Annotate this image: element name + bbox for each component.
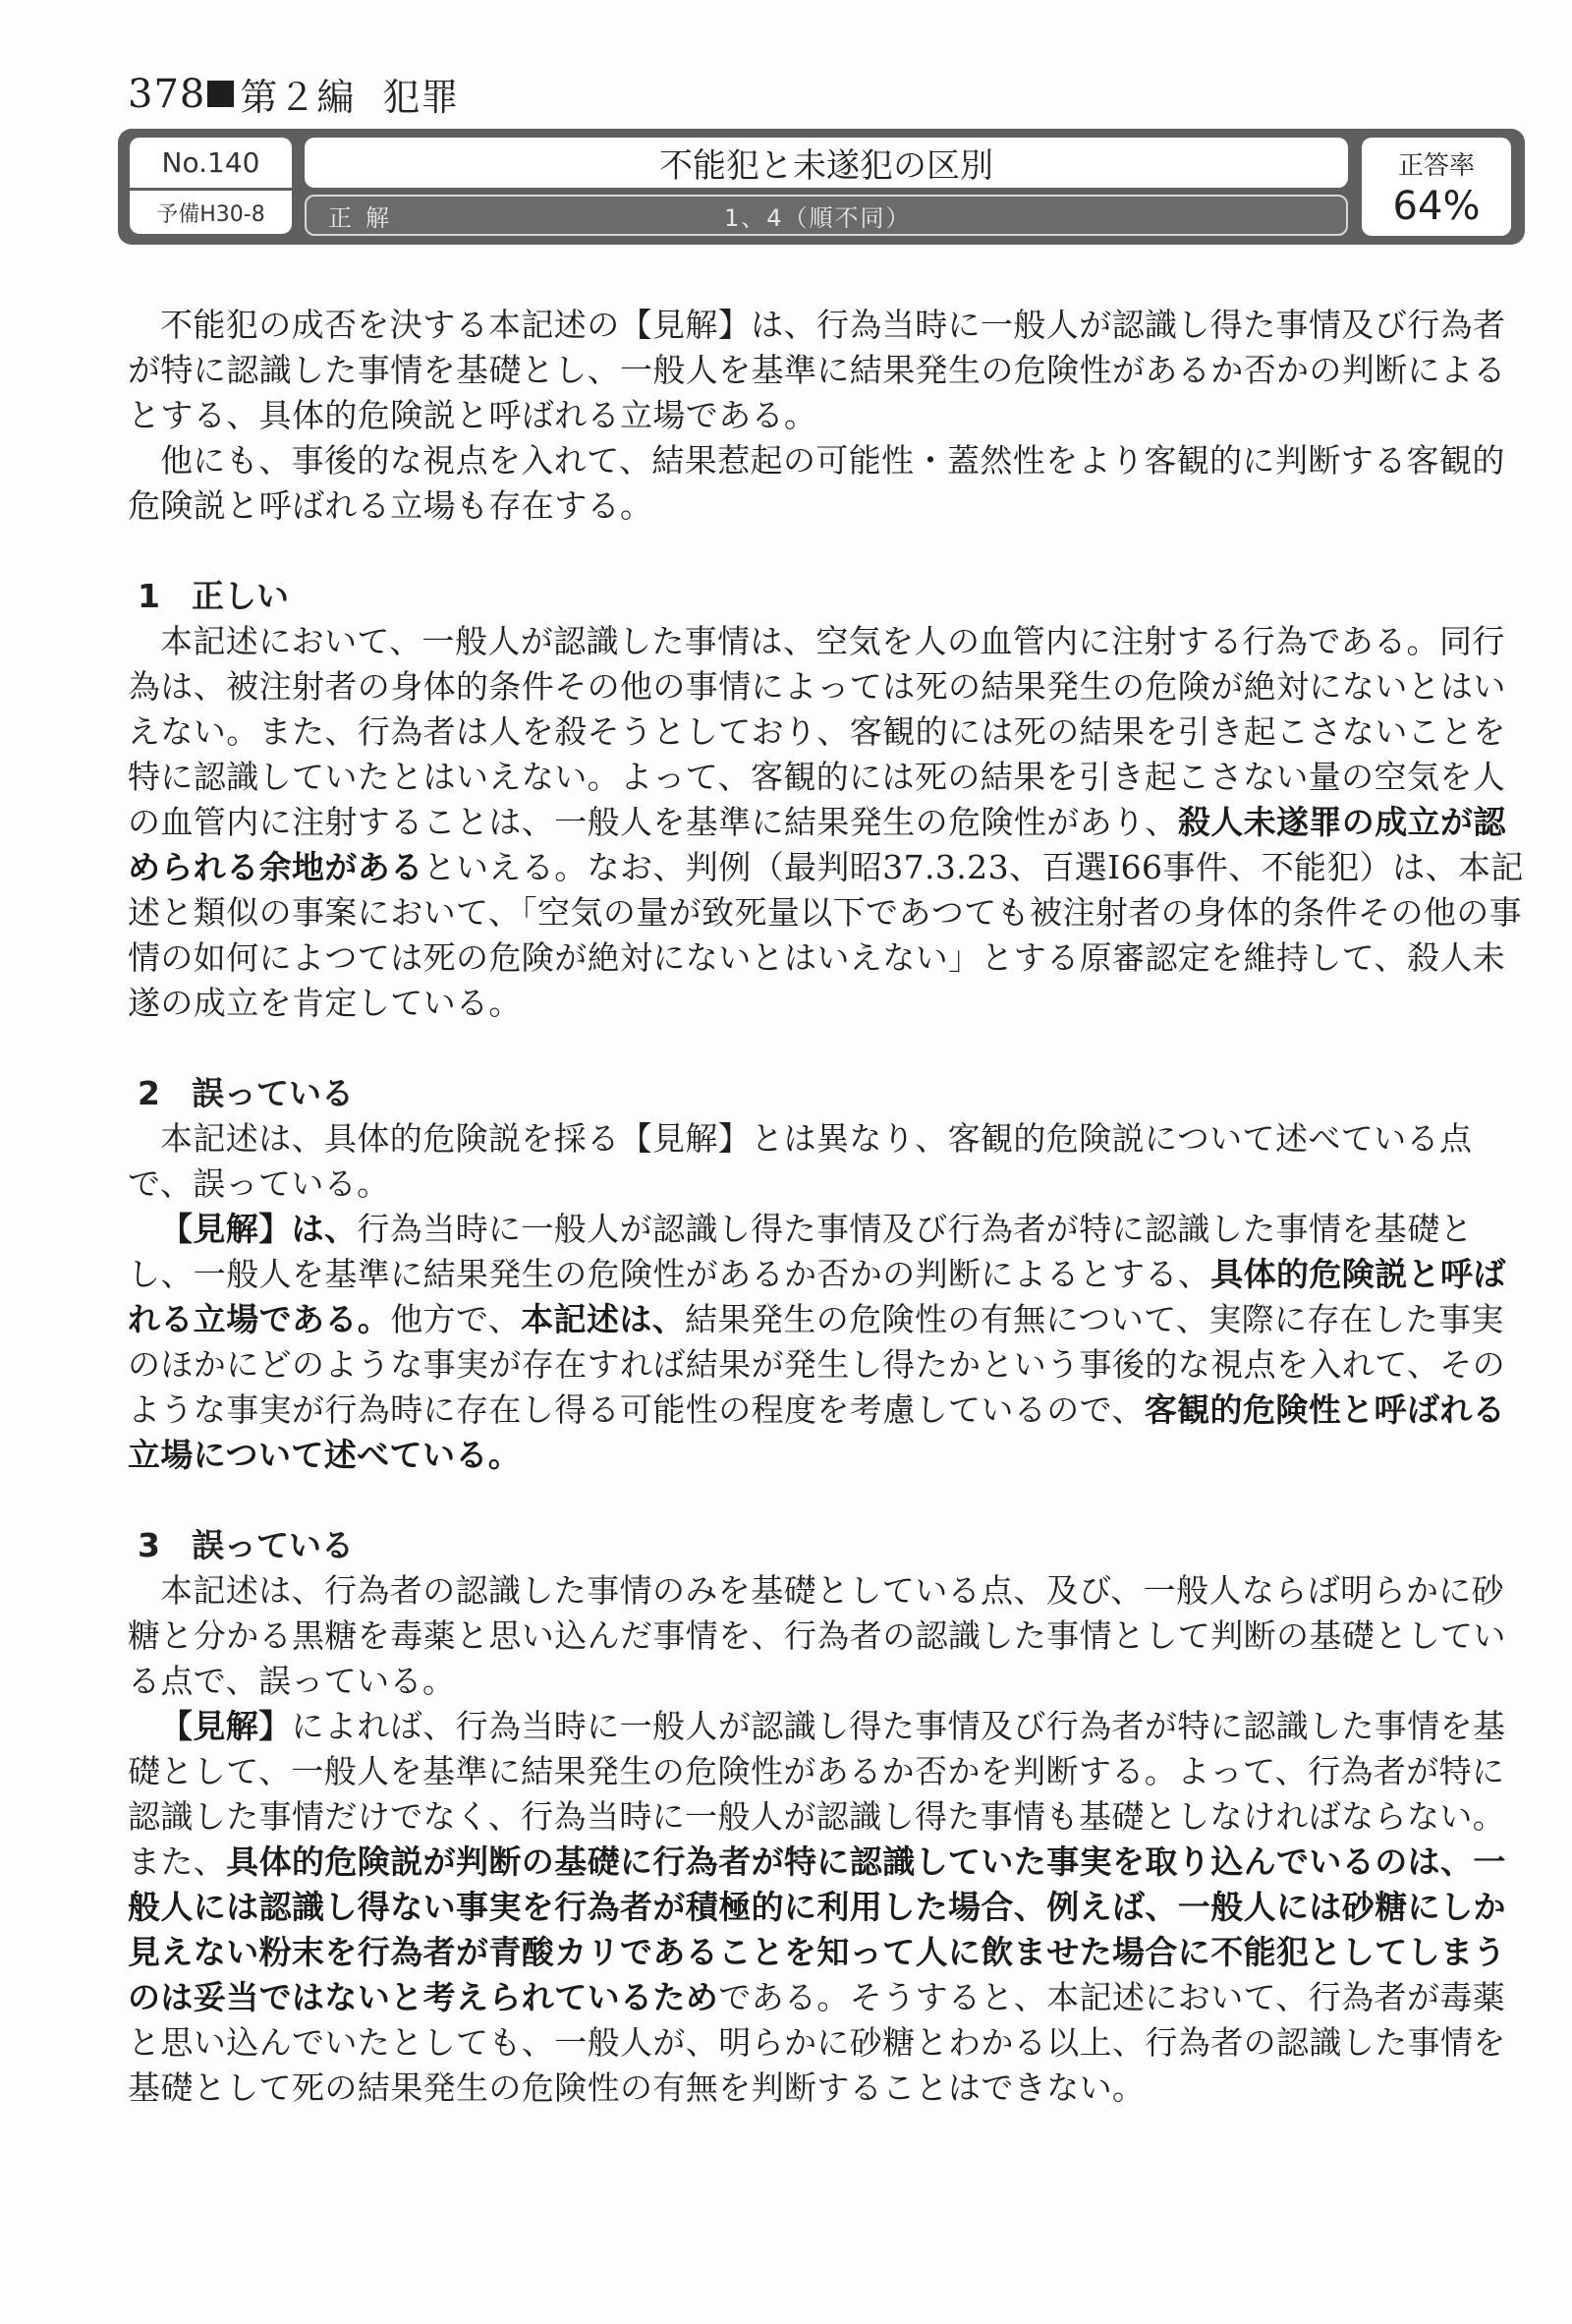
section-1-text-c: といえる。なお、判例（最判昭37.3.23、百選Ⅰ66事件、不能犯）は、本記述と類似の事案において、「空気の量が致死量以下であつても被注射者の身体的条件その他の事情の如何によつては死の危険が絶対にないとはいえない」とする原審認定を維持して、殺人未遂の成立を肯定している。 bbox=[128, 848, 1524, 1022]
section-3-number: 3 bbox=[138, 1526, 160, 1564]
section-1-text-a: 本記述において、一般人が認識した事情は、空気を人の血管内に注射する行為である。同行為は、被注射者の身体的条件その他の事情によっては死の結果発生の危険が絶対にないとはいえない。また、行為者は人を殺そうとしており、客観的には死の結果を引き起こさないことを特に認識していたとはいえない。よって、客観的には死の結果を引き起こさない量の空気を人の血管内に注射することは、一般人を基準に結果発生の危険性があり、 bbox=[128, 622, 1506, 841]
section-2-emphasis-a: 【見解】は、 bbox=[160, 1210, 358, 1248]
section-2-emphasis-g: 客観的危険性と呼ばれる立場について述べている。 bbox=[128, 1390, 1506, 1474]
section-2-text-b: 行為当時に一般人が認識し得た事情及び行為者が特に認識した事情を基礎とし、一般人を基準に結果発生の危険性があるか否かの判断によるとする、 bbox=[128, 1210, 1474, 1293]
section-2-text-f: 結果発生の危険性の有無について、実際に存在した事実のほかにどのような事実が存在すれば結果が発生し得たかという事後的な視点を入れて、そのような事実が行為時に存在し得る可能性の程度を考慮しているので、 bbox=[128, 1300, 1506, 1429]
section-3-emphasis-c: 具体的危険説が判断の基礎に行為者が特に認識していた事実を取り込んでいるのは、一般人には認識し得ない事実を行為者が積極的に利用した場合、例えば、一般人には砂糖にしか見えない粉末を行為者が青酸カリであることを知って人に飲ませた場合に不能犯としてしまうのは妥当ではないと考えられているため bbox=[128, 1842, 1506, 2016]
spacer bbox=[128, 529, 1525, 574]
answer-value: 1、4（順不同） bbox=[724, 203, 912, 232]
spacer bbox=[128, 1478, 1525, 1523]
page-number: 378 bbox=[128, 71, 206, 117]
correct-rate bbox=[1362, 138, 1511, 236]
section-2-number: 2 bbox=[138, 1074, 160, 1112]
problem-header bbox=[118, 129, 1525, 245]
part-label: 第２編 bbox=[240, 76, 356, 119]
section-3-paragraph-2 bbox=[128, 1704, 1525, 2111]
correct-rate-value: 64% bbox=[1392, 184, 1481, 229]
exam-reference: 予備H30-8 bbox=[130, 191, 292, 234]
square-marker-icon bbox=[207, 81, 234, 107]
section-2-text-d: 他方で、 bbox=[390, 1300, 522, 1338]
section-1-paragraph bbox=[128, 619, 1525, 1026]
section-2-paragraph-1: 本記述は、具体的危険説を採る【見解】とは異なり、客観的危険説について述べている点で、誤っている。 bbox=[128, 1119, 1473, 1203]
section-1-heading bbox=[138, 574, 1525, 619]
section-3-emphasis-a: 【見解】 bbox=[160, 1707, 292, 1745]
problem-number: No.140 bbox=[130, 138, 292, 188]
section-2-paragraph-2 bbox=[128, 1207, 1525, 1478]
section-3-heading bbox=[138, 1523, 1525, 1568]
section-1-verdict: 正しい bbox=[192, 577, 289, 615]
section-2-emphasis-e: 本記述は、 bbox=[521, 1300, 686, 1338]
intro-paragraph-2: 他にも、事後的な視点を入れて、結果惹起の可能性・蓋然性をより客観的に判断する客観的危険説と呼ばれる立場も存在する。 bbox=[128, 441, 1505, 525]
intro-paragraph-1: 不能犯の成否を決する本記述の【見解】は、行為当時に一般人が認識し得た事情及び行為者が特に認識した事情を基礎とし、一般人を基準に結果発生の危険性があるか否かの判断によるとする、具体的危険説と呼ばれる立場である。 bbox=[128, 306, 1506, 434]
section-3-text-d: である。そうすると、本記述において、行為者が毒薬と思い込んでいたとしても、一般人が、明らかに砂糖とわかる以上、行為者の認識した事情を基礎として死の結果発生の危険性の有無を判断することはできない。 bbox=[128, 1978, 1506, 2107]
running-head bbox=[128, 67, 459, 121]
section-2-heading bbox=[138, 1071, 1525, 1116]
problem-title: 不能犯と未遂犯の区別 bbox=[305, 138, 1348, 188]
spacer bbox=[128, 1026, 1525, 1071]
section-2-emphasis-c: 具体的危険説と呼ばれる立場である。 bbox=[128, 1255, 1506, 1338]
section-1-emphasis: 殺人未遂罪の成立が認められる余地がある bbox=[128, 803, 1506, 886]
explanation-body bbox=[128, 303, 1525, 2111]
section-1-number: 1 bbox=[138, 577, 160, 615]
chapter-label: 犯罪 bbox=[382, 76, 460, 119]
section-3-verdict: 誤っている bbox=[192, 1526, 354, 1564]
section-3-text-b: によれば、行為当時に一般人が認識し得た事情及び行為者が特に認識した事情を基礎として、一般人を基準に結果発生の危険性があるか否かを判断する。よって、行為者が特に認識した事情だけでなく、行為当時に一般人が認識し得た事情も基礎としなければならない。また、 bbox=[128, 1707, 1506, 1881]
section-3-paragraph-1: 本記述は、行為者の認識した事情のみを基礎としている点、及び、一般人ならば明らかに砂糖と分かる黒糖を毒薬と思い込んだ事情を、行為者の認識した事情として判断の基礎としている点で、誤っている。 bbox=[128, 1571, 1506, 1700]
answer-label: 正解 bbox=[328, 203, 403, 232]
answer-bar bbox=[305, 195, 1348, 236]
section-2-verdict: 誤っている bbox=[192, 1074, 354, 1112]
correct-rate-label: 正答率 bbox=[1397, 151, 1475, 181]
